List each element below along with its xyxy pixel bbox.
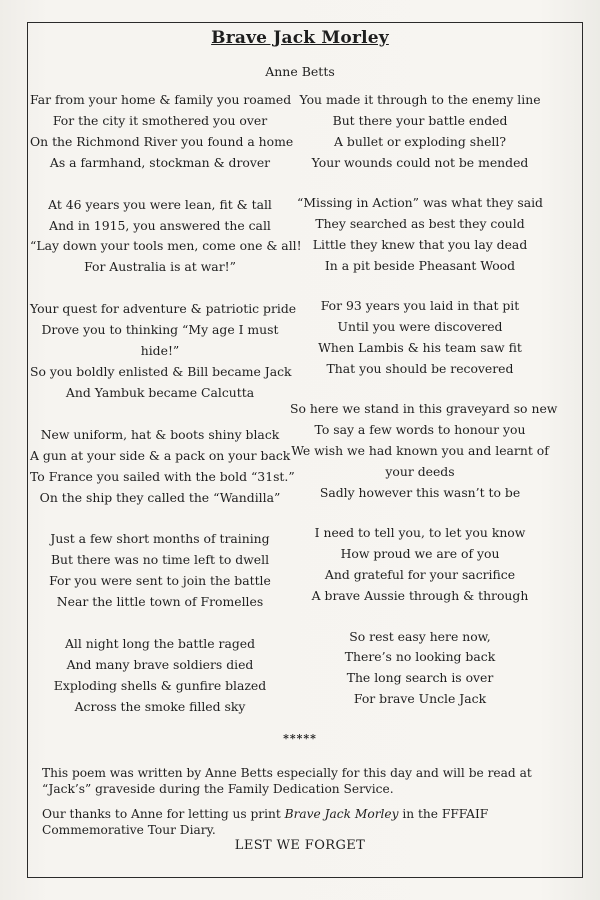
poem-stanza: [30, 634, 290, 718]
poem-line: Exploding shells & gunfire blazed: [53, 677, 267, 693]
poem-line: Far from your home & family you roamed: [30, 92, 292, 107]
poem-line: There’s no looking back: [344, 649, 496, 665]
poem-line: Across the smoke filled sky: [74, 698, 246, 714]
thanks-suffix: in the FFFAIF Commemorative Tour Diary.: [42, 807, 489, 837]
poem-line: You made it through to the enemy line: [299, 92, 541, 107]
poem-line: And many brave soldiers died: [66, 656, 254, 672]
poem-line: I need to tell you, to let you know: [314, 525, 526, 541]
poem-stanza: [290, 399, 558, 504]
poem-line: Your wounds could not be mended: [311, 154, 529, 170]
poem-line: How proud we are of you: [340, 546, 500, 562]
poem-stanza: [290, 193, 550, 277]
poem-line: So here we stand in this graveyard so new: [290, 401, 558, 417]
poem-author: Anne Betts: [265, 64, 335, 79]
poem-line: To France you sailed with the bold “31st.”: [30, 468, 295, 484]
poem-line: In a pit beside Pheasant Wood: [324, 257, 516, 273]
poem-stanza: [290, 90, 550, 174]
poem-line: “Missing in Action” was what they said: [297, 195, 543, 211]
poem-line: But there your battle ended: [332, 112, 508, 128]
poem-stanza: [30, 90, 294, 174]
poem-line: Your quest for adventure & patriotic pride: [30, 301, 297, 317]
poem-line: Drove you to thinking “My age I must: [41, 322, 279, 338]
poem-line: And Yambuk became Calcutta: [65, 384, 255, 400]
poem-line: So rest easy here now,: [349, 628, 491, 644]
dedication-note: This poem was written by Anne Betts especially for this day and will be read at “Jack’s” graveside during the Family Dedication Service.: [42, 766, 532, 796]
thanks-prefix: Our thanks to Anne for letting us print: [42, 807, 285, 821]
poem-line: We wish we had known you and learnt of: [291, 443, 549, 459]
poem-line: For 93 years you laid in that pit: [320, 298, 520, 314]
poem-right-column: [290, 90, 558, 730]
poem-line: For brave Uncle Jack: [353, 691, 487, 707]
poem-left-column: [30, 90, 302, 739]
poem-stanza: [30, 529, 290, 613]
poem-line: For the city it smothered you over: [52, 112, 268, 128]
poem-line: Just a few short months of training: [50, 531, 270, 547]
poem-line: A gun at your side & a pack on your back: [30, 447, 291, 463]
poem-line: And in 1915, you answered the call: [49, 217, 271, 233]
poem-line: That you should be recovered: [326, 360, 514, 376]
poem-stanza: [30, 425, 295, 509]
poem-stanza: [290, 523, 550, 607]
poem-line: Until you were discovered: [337, 319, 503, 335]
section-divider: *****: [283, 732, 317, 745]
poem-line: hide!”: [140, 343, 180, 359]
poem-line: Sadly however this wasn’t to be: [319, 485, 521, 500]
poem-line: Near the little town of Fromelles: [56, 594, 264, 610]
poem-line: For Australia is at war!”: [84, 259, 236, 275]
poem-stanza: [290, 627, 550, 711]
poem-line: New uniform, hat & boots shiny black: [40, 426, 280, 442]
poem-title: Brave Jack Morley: [211, 28, 389, 48]
poem-line: But there was no time left to dwell: [50, 552, 270, 568]
poem-stanza: [290, 296, 550, 380]
poem-line: When Lambis & his team saw fit: [318, 340, 522, 356]
poem-stanza: [30, 195, 302, 279]
thanks-poem-title: Brave Jack Morley: [284, 807, 399, 821]
poem-line: So you boldly enlisted & Bill became Jack: [30, 363, 292, 379]
poem-line: The long search is over: [346, 670, 494, 686]
closing-line: LEST WE FORGET: [234, 838, 366, 853]
poem-line: All night long the battle raged: [64, 636, 256, 652]
poem-line: At 46 years you were lean, fit & tall: [48, 196, 272, 212]
poem-line: They searched as best they could: [315, 216, 525, 232]
poem-line: On the Richmond River you found a home: [30, 133, 294, 149]
poem-line: On the ship they called the “Wandilla”: [39, 489, 281, 505]
poem-line: A bullet or exploding shell?: [334, 133, 506, 149]
poem-line: To say a few words to honour you: [314, 422, 526, 438]
poem-stanza: [30, 299, 297, 404]
poem-line: Little they knew that you lay dead: [312, 236, 528, 252]
poem-line: A brave Aussie through & through: [311, 588, 529, 604]
poem-line: As a farmhand, stockman & drover: [49, 154, 271, 170]
thanks-note: [42, 807, 562, 838]
poem-line: For you were sent to join the battle: [49, 573, 271, 589]
poem-line: your deeds: [385, 464, 455, 480]
poem-line: “Lay down your tools men, come one & all!: [30, 238, 302, 254]
poem-line: And grateful for your sacrifice: [324, 567, 516, 583]
